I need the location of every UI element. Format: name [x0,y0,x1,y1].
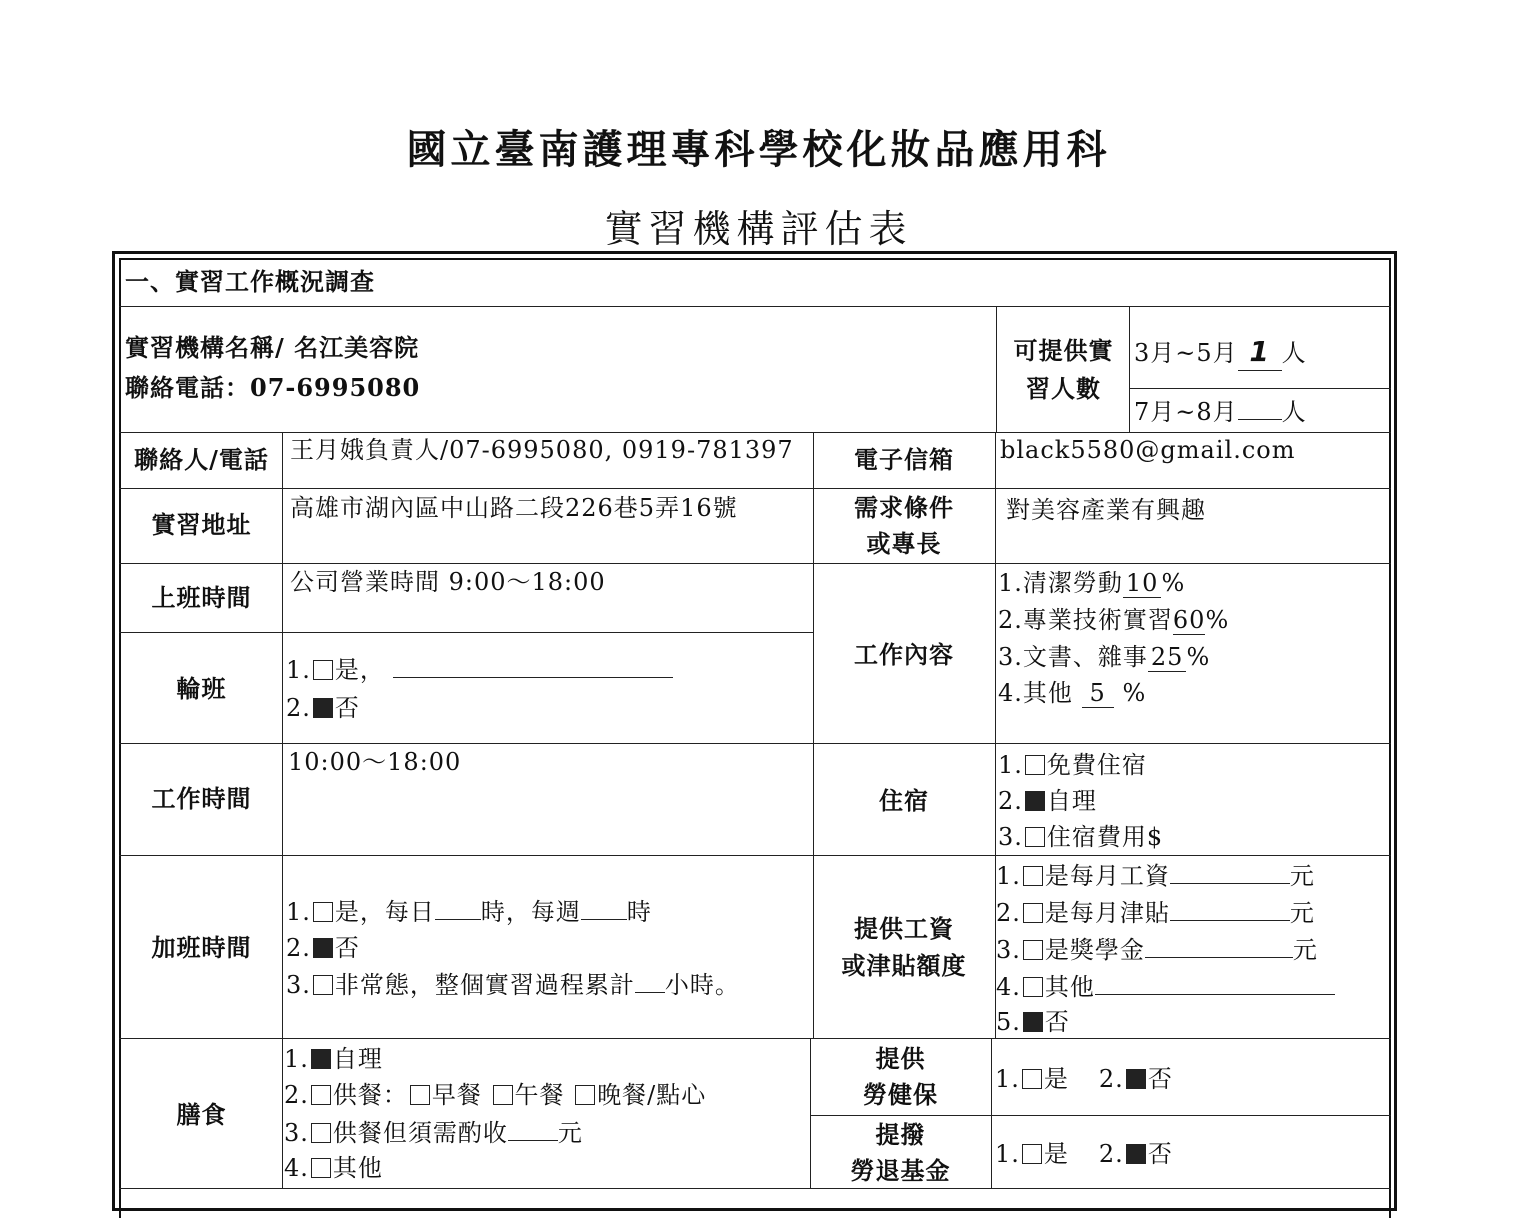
pay-option-scholarship [996,931,1318,968]
checkbox[interactable] [311,1123,331,1143]
percent-sign: % [1205,606,1230,634]
meals-option-paid [284,1114,583,1151]
rule [1129,306,1130,432]
option-label: 自理 [1046,787,1097,815]
option-number: 2. [286,934,311,962]
rule [991,1038,992,1188]
email-label: 電子信箱 [854,445,954,474]
checkbox[interactable] [311,1158,331,1178]
option-label: 是每月津貼 [1044,899,1170,927]
period-count-field[interactable] [1238,393,1282,420]
checkbox[interactable] [1023,977,1043,997]
job-item-label: 3.文書、雜事 [998,643,1148,671]
capacity-label-line2: 習人數 [1026,374,1101,403]
checkbox-checked[interactable] [311,1049,331,1069]
option-label: 否 [1044,1008,1070,1036]
other-pay-field[interactable] [1095,968,1335,995]
option-label: 供餐但須需酌收 [332,1119,508,1147]
rule [996,306,997,432]
unit-label: 元 [557,1119,583,1147]
pay-option-other [996,968,1335,1005]
lodging-option-free [998,747,1147,783]
job-item-label: 2.專業技術實習 [998,606,1173,634]
option-label: 否 [334,694,360,722]
option-label: 是，每日 [334,898,435,926]
option-number: 1. [998,751,1023,779]
checkbox[interactable] [1025,827,1045,847]
option-number: 1. [286,898,311,926]
meals-option-provided [284,1077,706,1113]
checkbox-checked[interactable] [1126,1144,1146,1164]
job-item-clerical [998,639,1210,675]
option-label: 否 [1147,1065,1173,1093]
capacity-label-line1: 可提供實 [1013,336,1114,365]
pension-options [995,1136,1173,1172]
option-label: 午餐 [514,1081,565,1109]
overtime-option-yes [286,893,652,930]
option-number: 1. [996,862,1021,890]
work-hours-value: 10:00～18:00 [288,748,462,776]
shift-detail-field[interactable] [393,651,673,678]
checkbox[interactable] [313,902,333,922]
address-value: 高雄市湖內區中山路二段226巷5弄16號 [290,494,738,522]
job-item-practice [998,602,1229,638]
period-count-field[interactable]: 1 [1238,334,1282,371]
rule [119,488,1391,489]
option-label: 晚餐/點心 [597,1081,707,1109]
option-number: 2. [1098,1065,1124,1093]
option-label: 時 [626,898,652,926]
shift-label: 輪班 [176,674,227,703]
option-number: 3. [284,1119,309,1147]
option-label: 非常態，整個實習過程累計 [334,971,635,999]
requirements-label-line2: 或專長 [866,529,942,558]
percent-sign: % [1122,679,1147,707]
job-content-label: 工作內容 [854,640,954,669]
checkbox[interactable] [313,660,333,680]
percent-sign: % [1186,643,1211,671]
form-subtitle: 實習機構評估表 [604,207,913,251]
unit-label: 元 [1289,862,1315,890]
checkbox[interactable] [1023,940,1043,960]
option-number: 2. [1098,1140,1124,1168]
job-item-other [998,675,1146,711]
pay-label-line2: 或津貼額度 [841,951,967,980]
capacity-period-2 [1134,393,1307,430]
job-percent-field[interactable]: 25 [1148,643,1187,672]
org-name: 實習機構名稱/ 名江美容院 [125,333,420,362]
option-number: 2. [286,694,311,722]
rule [119,1038,1391,1039]
option-number: 3. [996,936,1021,964]
option-number: 1. [284,1045,309,1073]
option-label: 否 [1147,1140,1173,1168]
overtime-label: 加班時間 [151,933,252,962]
unit-label: 人 [1281,398,1307,426]
contact-label: 聯絡人/電話 [134,445,269,474]
shift-option-yes [286,651,673,688]
job-percent-field[interactable]: 5 [1082,679,1114,708]
rule [282,432,283,1188]
rule [119,1188,1391,1189]
daily-hours-field[interactable] [435,893,481,920]
checkbox[interactable] [313,975,333,995]
option-label: 時，每週 [480,898,581,926]
form-title: 國立臺南護理專科學校化妝品應用科 [406,126,1111,173]
pension-label-line1: 提撥 [875,1120,926,1149]
meals-option-self [284,1041,383,1077]
option-number: 5. [996,1008,1021,1036]
pay-option-salary [996,857,1315,894]
job-item-label: 4.其他 [998,679,1073,707]
option-number: 2. [998,787,1023,815]
option-number: 4. [996,973,1021,1001]
checkbox[interactable] [1025,755,1045,775]
checkbox[interactable] [1022,1144,1042,1164]
option-label: 是獎學金 [1044,936,1145,964]
salary-amount-field[interactable] [1170,857,1290,884]
email-value: black5580@gmail.com [1000,436,1296,464]
checkbox[interactable] [410,1085,430,1105]
rule [810,1115,1391,1116]
section-heading: 一、實習工作概況調查 [125,267,375,296]
checkbox-checked[interactable] [1126,1069,1146,1089]
lodging-label: 住宿 [879,786,929,815]
unit-label: 元 [1292,936,1318,964]
option-label: 是， [334,656,385,684]
option-label: 是 [1043,1065,1069,1093]
unit-label: 人 [1281,339,1307,367]
pay-label-line1: 提供工資 [854,914,954,943]
option-label: 免費住宿 [1046,751,1147,779]
address-label: 實習地址 [151,510,252,539]
pay-option-allowance [996,894,1315,931]
org-phone: 聯絡電話：07-6995080 [125,373,421,402]
capacity-period-1 [1134,334,1307,371]
allowance-amount-field[interactable] [1170,894,1290,921]
insurance-options [995,1061,1173,1097]
weekly-hours-field[interactable] [581,893,627,920]
option-number: 1. [286,656,311,684]
option-label: 自理 [332,1045,383,1073]
job-percent-field[interactable]: 10 [1123,569,1162,598]
option-label: 是每月工資 [1044,862,1170,890]
option-number: 1. [995,1140,1020,1168]
option-number: 4. [284,1154,309,1182]
requirements-label-line1: 需求條件 [854,493,954,522]
option-label: 是 [1043,1140,1069,1168]
option-label: 小時。 [664,971,740,999]
option-label: 否 [334,934,360,962]
option-number: 3. [998,823,1023,851]
option-label: 其他 [1044,973,1095,1001]
option-number: 2. [284,1081,309,1109]
option-label: 早餐 [431,1081,482,1109]
overtime-option-irregular [286,966,740,1003]
rule [119,306,1391,307]
option-number: 3. [286,971,311,999]
pay-option-no [996,1004,1070,1040]
overtime-option-no [286,930,360,966]
period-label: 7月~8月 [1134,398,1238,426]
checkbox-checked[interactable] [313,698,333,718]
rule [119,855,1391,856]
option-number: 2. [996,899,1021,927]
pension-label-line2: 勞退基金 [850,1156,951,1185]
meals-option-other [284,1150,383,1186]
percent-sign: % [1161,569,1186,597]
option-number: 1. [995,1065,1020,1093]
insurance-label-line1: 提供 [875,1044,926,1073]
checkbox[interactable] [575,1085,595,1105]
scholarship-amount-field[interactable] [1145,931,1293,958]
checkbox-checked[interactable] [1023,1012,1043,1032]
checkbox[interactable] [493,1085,513,1105]
option-label: 住宿費用$ [1046,823,1164,851]
rule [119,632,813,633]
checkbox[interactable] [1022,1069,1042,1089]
checkbox[interactable] [1023,866,1043,886]
checkbox-checked[interactable] [313,938,333,958]
unit-label: 元 [1289,899,1315,927]
work-hours-label: 工作時間 [151,784,252,813]
rule [1129,388,1391,389]
meal-fee-field[interactable] [508,1114,558,1141]
checkbox-checked[interactable] [1025,791,1045,811]
checkbox[interactable] [1023,903,1043,923]
insurance-label-line2: 勞健保 [863,1080,938,1109]
meals-label: 膳食 [176,1100,227,1129]
period-label: 3月~5月 [1134,339,1238,367]
job-item-cleaning [998,565,1185,601]
requirements-value: 對美容產業有興趣 [1006,496,1206,524]
lodging-option-fee [998,819,1163,855]
lodging-option-self [998,783,1097,819]
job-percent-field[interactable]: 60 [1172,606,1206,634]
shift-option-no [286,690,360,726]
checkbox[interactable] [311,1085,331,1105]
contact-value: 王月娥負責人/07-6995080, 0919-781397 [290,436,794,464]
office-hours-label: 上班時間 [151,583,252,612]
option-label: 其他 [332,1154,383,1182]
office-hours-value: 公司營業時間 9:00～18:00 [290,568,606,596]
option-label: 供餐： [332,1081,408,1109]
job-item-label: 1.清潔勞動 [998,569,1123,597]
total-hours-field[interactable] [635,966,665,993]
